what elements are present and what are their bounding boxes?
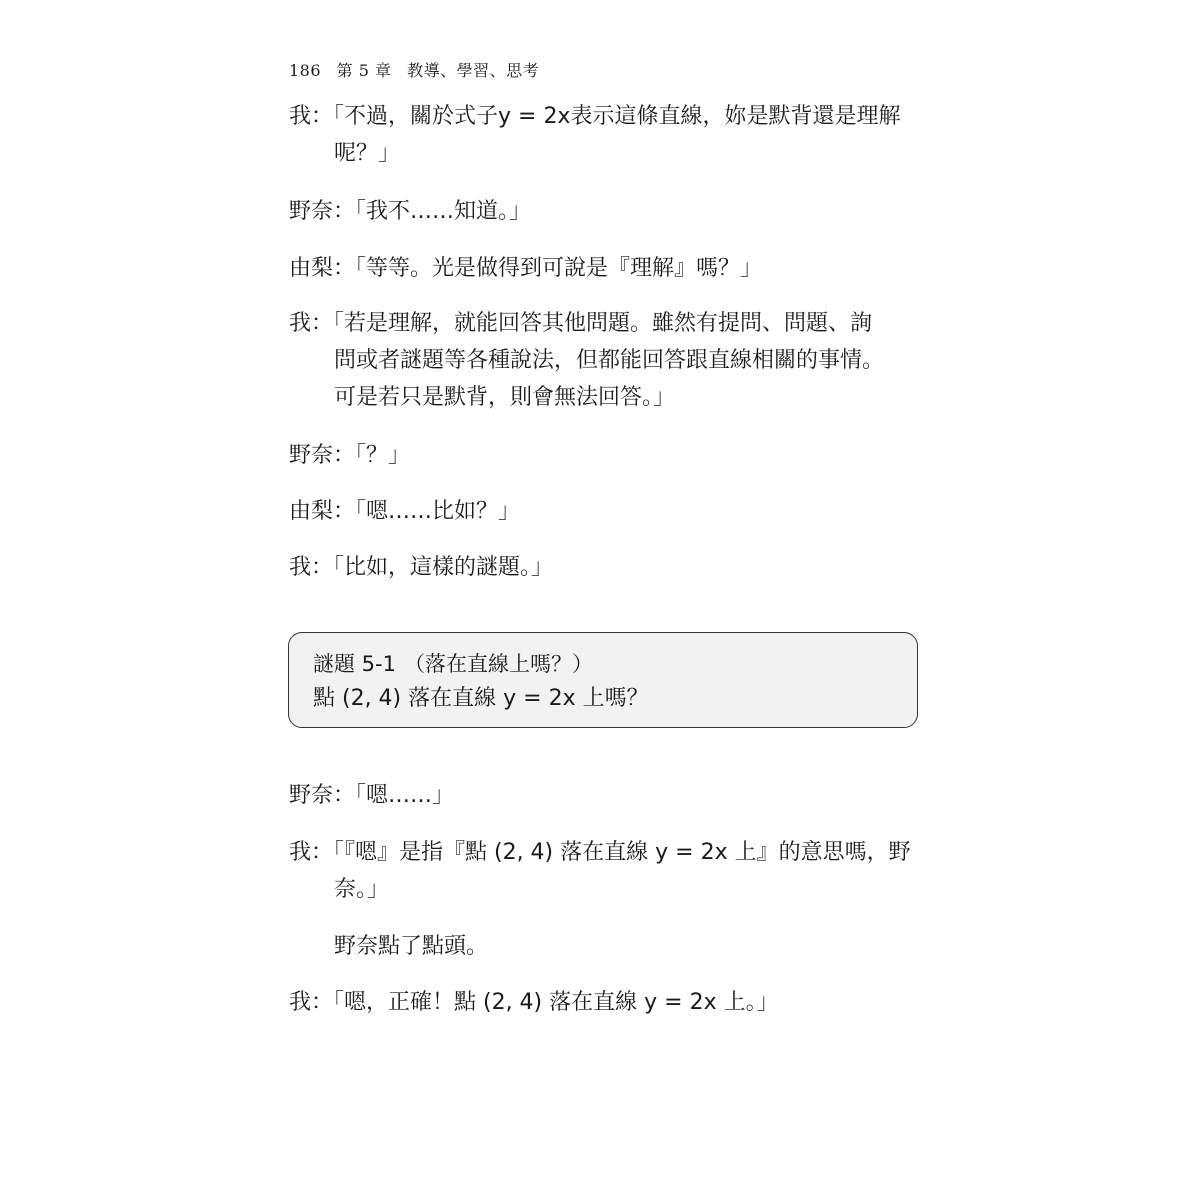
dialogue-line <box>289 437 929 474</box>
dialogue-text: 由梨：「等等。光是做得到可說是『理解』嗎？」 <box>289 256 763 281</box>
dialogue-line <box>289 549 929 586</box>
puzzle-title <box>313 647 917 681</box>
chapter-title: 教導、學習、思考 <box>407 61 540 80</box>
dialogue-line <box>289 250 929 287</box>
dialogue-continuation: 呢？」 <box>334 141 401 166</box>
dialogue-text: 我：「嗯，正確！點 (2, 4) 落在直線 y = 2x 上。」 <box>289 990 779 1015</box>
dialogue-text: 野奈：「嗯……」 <box>289 783 455 808</box>
narration-line: 野奈點了點頭。 <box>334 934 489 959</box>
page-number: 186 <box>289 61 322 80</box>
running-head <box>289 58 549 81</box>
dialogue-line <box>289 305 929 416</box>
dialogue-line <box>289 493 929 530</box>
puzzle-box <box>288 632 918 728</box>
dialogue-continuation: 可是若只是默背，則會無法回答。」 <box>334 385 676 410</box>
dialogue-continuation: 奈。」 <box>334 877 390 902</box>
dialogue-text: 由梨：「嗯……比如？」 <box>289 499 521 524</box>
puzzle-question: 點 (2, 4) 落在直線 y = 2x 上嗎？ <box>313 686 649 711</box>
dialogue-text: 我：「若是理解，就能回答其他問題。雖然有提問、問題、詢 <box>289 311 873 336</box>
dialogue-continuation: 問或者謎題等各種說法，但都能回答跟直線相關的事情。 <box>334 348 885 373</box>
dialogue-line <box>289 777 929 814</box>
dialogue-line <box>289 834 929 908</box>
chapter-number: 第 5 章 <box>336 61 392 80</box>
dialogue-text: 我：「比如，這樣的謎題。」 <box>289 555 554 580</box>
puzzle-label: 謎題 5-1 <box>313 652 396 676</box>
dialogue-text: 野奈：「？」 <box>289 443 411 468</box>
dialogue-text: 野奈：「我不……知道。」 <box>289 199 532 224</box>
dialogue-text: 我：「『嗯』是指『點 (2, 4) 落在直線 y = 2x 上』的意思嗎，野 <box>289 840 911 865</box>
dialogue-line <box>289 193 929 230</box>
dialogue-text: 我：「不過，關於式子y = 2x表示這條直線，妳是默背還是理解 <box>289 104 901 129</box>
dialogue-line <box>289 984 929 1021</box>
puzzle-subtitle: （落在直線上嗎？） <box>403 652 593 676</box>
dialogue-line <box>289 98 929 172</box>
